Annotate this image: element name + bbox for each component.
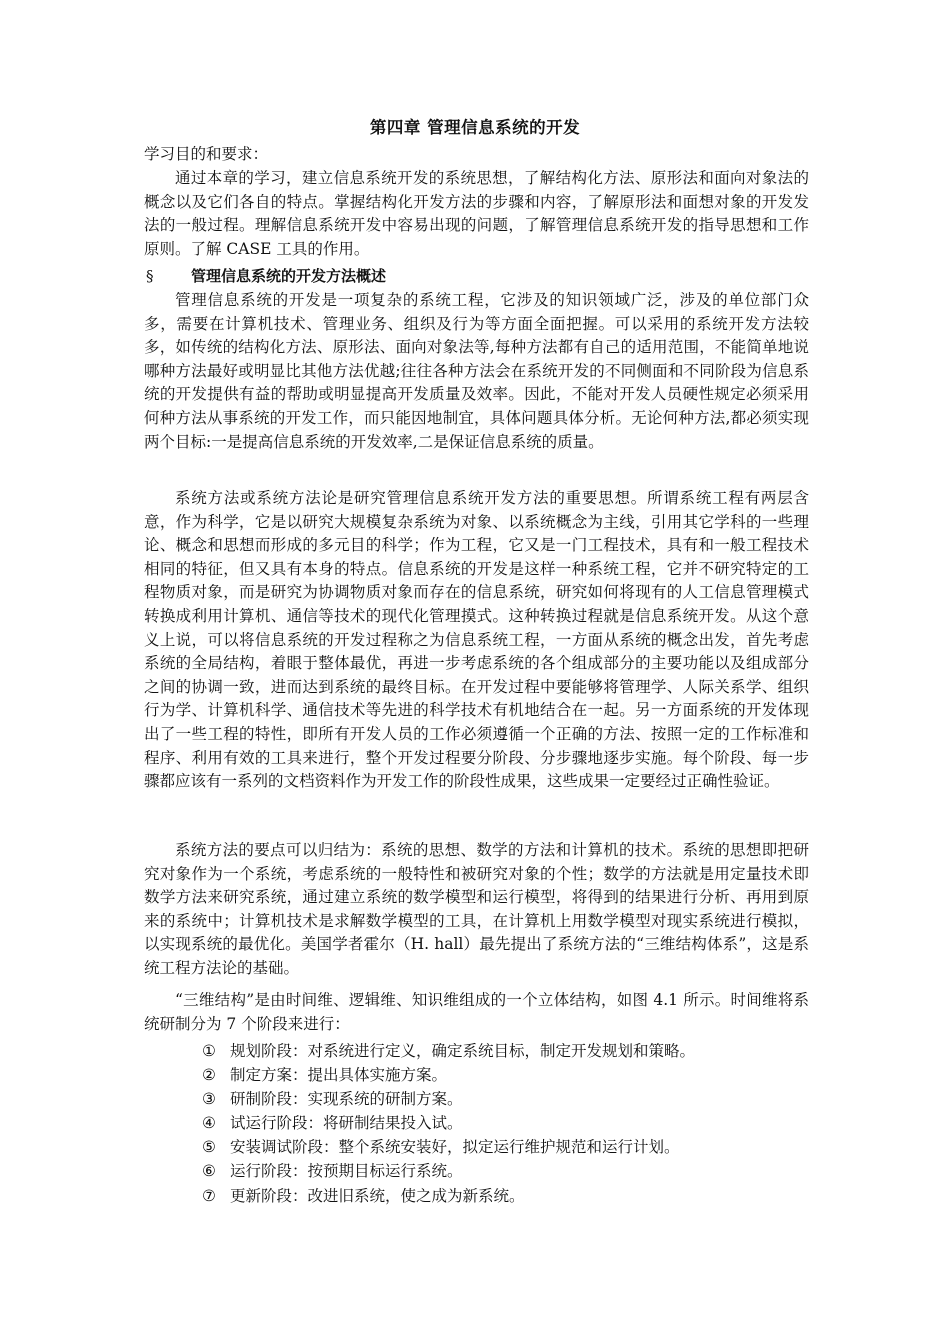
list-item-text: 制定方案：提出具体实施方案。	[230, 1066, 448, 1085]
list-item-text: 安装调试阶段：整个系统安装好，拟定运行维护规范和运行计划。	[230, 1138, 680, 1157]
paragraph-system-method: 系统方法或系统方法论是研究管理信息系统开发方法的重要思想。所谓系统工程有两层含意，作为科学，它是以研究大规模复杂系统为对象、以系统概念为主线，引用其它学科的一些理论、概念和思想而形成的多元目的科学；作为工程，它又是一门工程技术，具有和一般工程技术相同的特征，但又具有本身的特点。信息系统的开发是这样一种系统工程，它并不研究特定的工程物质对象，而是研究为协调物质对象而存在的信息系统，研究如何将现有的人工信息管理模式转换成利用计算机、通信等技术的现代化管理摸式。这种转换过程就是信息系统开发。从这个意义上说，可以将信息系统的开发过程称之为信息系统工程，一方面从系统的概念出发，首先考虑系统的全局结构，着眼于整体最优，再进一步考虑系统的各个组成部分的主要功能以及组成部分之间的协调一致，进而达到系统的最终目标。在开发过程中要能够将管理学、人际关系学、组织行为学、计算机科学、通信技术等先进的科学技术有机地结合在一起。另一方面系统的开发体现出了一些工程的特性，即所有开发人员的工作必须遵循一个正确的方法、按照一定的工作标准和程序、利用有效的工具来进行，整个开发过程要分阶段、分步骤地逐步实施。每个阶段、每一步骤都应该有一系列的文档资料作为开发工作的阶段性成果，这些成果一定要经过正确性验证。	[144, 489, 809, 791]
list-item-text: 更新阶段：改进旧系统，使之成为新系统。	[230, 1186, 525, 1205]
paragraph-method-points: 系统方法的要点可以归结为：系统的思想、数学的方法和计算机的技术。系统的思想即把研究对象作为一个系统，考虑系统的一般特性和被研究对象的个性；数学的方法就是用定量技术即数学方法来研究系统，通过建立系统的数学模型和运行模型，将得到的结果进行分析、再用到原来的系统中；计算机技术是求解数学模型的工具，在计算机上用数学模型对现实系统进行模拟，以实现系统的最优化。美国学者霍尔（H. hall）最先提出了系统方法的“三维结构体系”，这是系统工程方法论的基础。	[144, 841, 809, 977]
list-item-number: ③	[202, 1090, 216, 1109]
section-mark: §	[146, 267, 154, 285]
section-title: 管理信息系统的开发方法概述	[191, 267, 387, 285]
list-item	[202, 1111, 802, 1135]
list-item	[202, 1039, 802, 1063]
list-item-number: ①	[202, 1042, 216, 1060]
list-item-number: ⑥	[202, 1162, 216, 1181]
paragraph-three-dimensional: “三维结构”是由时间维、逻辑维、知识维组成的一个立体结构，如图 4.1 所示。时间维将系统研制分为 7 个阶段来进行：	[144, 991, 809, 1033]
list-item	[202, 1063, 802, 1087]
list-item-number: ⑦	[202, 1186, 216, 1205]
list-item-number: ④	[202, 1114, 216, 1133]
chapter-title: 第四章 管理信息系统的开发	[369, 118, 581, 137]
list-item-text: 运行阶段：按预期目标运行系统。	[230, 1162, 463, 1181]
list-item-text: 研制阶段：实现系统的研制方案。	[230, 1090, 463, 1109]
list-item-text: 规划阶段：对系统进行定义，确定系统目标，制定开发规划和策略。	[230, 1042, 696, 1060]
list-item-number: ⑤	[202, 1138, 216, 1157]
list-item	[202, 1135, 802, 1159]
objectives-heading: 学习目的和要求：	[144, 145, 269, 163]
list-item	[202, 1184, 802, 1208]
paragraph-overview: 管理信息系统的开发是一项复杂的系统工程，它涉及的知识领域广泛，涉及的单位部门众多，需要在计算机技术、管理业务、组织及行为等方面全面把握。可以采用的系统开发方法较多，如传统的结构化方法、原形法、面向对象法等,每种方法都有自己的适用范围，不能简单地说哪种方法最好或明显比其他方法优越;往往各种方法会在系统开发的不同侧面和不同阶段为信息系统的开发提供有益的帮助或明显提高开发质量及效率。因此，不能对开发人员硬性规定必须采用何种方法从事系统的开发工作，而只能因地制宜，具体问题具体分析。无论何种方法,都必须实现两个目标:一是提高信息系统的开发效率,二是保证信息系统的质量。	[144, 291, 809, 451]
stages-list	[202, 1039, 802, 1208]
list-item-text: 试运行阶段：将研制结果投入试。	[230, 1114, 463, 1133]
list-item	[202, 1159, 802, 1183]
objectives-paragraph: 通过本章的学习，建立信息系统开发的系统思想，了解结构化方法、原形法和面向对象法的概念以及它们各自的特点。掌握结构化开发方法的步骤和内容，了解原形法和面想对象的开发发法的一般过程。理解信息系统开发中容易出现的问题，了解管理信息系统开发的指导思想和工作原则。了解 CASE 工具的作用。	[144, 169, 809, 258]
list-item-number: ②	[202, 1066, 216, 1085]
list-item	[202, 1087, 802, 1111]
section-heading	[146, 264, 386, 288]
